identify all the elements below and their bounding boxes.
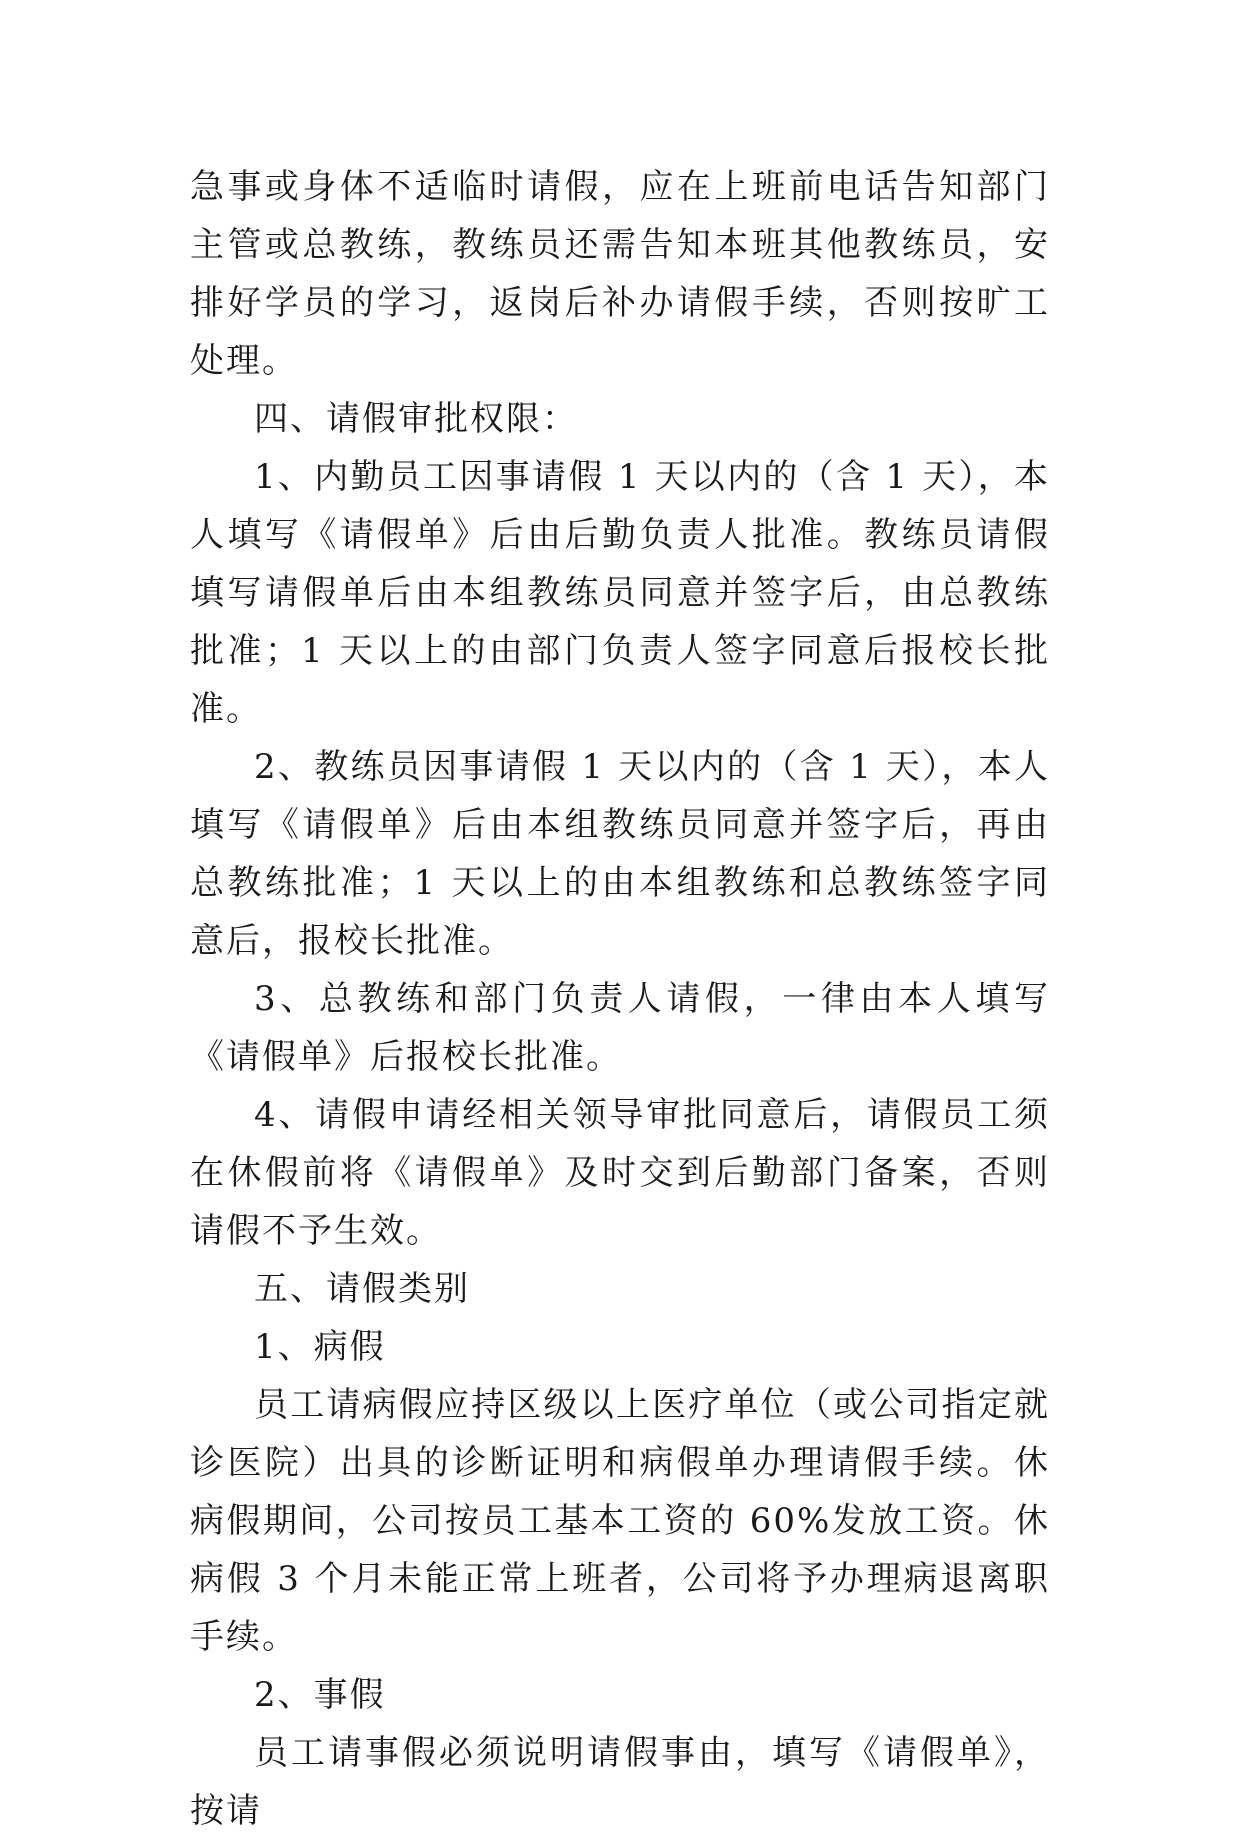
paragraph-1: 急事或身体不适临时请假，应在上班前电话告知部门主管或总教练，教练员还需告知本班其他教练员，安排好学员的学习，返岗后补办请假手续，否则按旷工处理。: [190, 167, 1050, 381]
section-heading-approval-authority: 四、请假审批权限：: [254, 399, 578, 439]
paragraph-personal-leave: 员工请事假必须说明请假事由，填写《请假单》，按请: [190, 1733, 1050, 1831]
paragraph-approval-item-3: 3、总教练和部门负责人请假，一律由本人填写《请假单》后报校长批准。: [190, 979, 1050, 1077]
subheading-personal-leave: 2、事假: [254, 1675, 386, 1715]
paragraph-approval-item-4: 4、请假申请经相关领导审批同意后，请假员工须在休假前将《请假单》及时交到后勤部门备案，否则请假不予生效。: [190, 1095, 1050, 1251]
paragraph-sick-leave: 员工请病假应持区级以上医疗单位（或公司指定就诊医院）出具的诊断证明和病假单办理请假手续。休病假期间，公司按员工基本工资的 60%发放工资。休病假 3 个月未能正常上班者，公司将予办理病退离职手续。: [190, 1385, 1050, 1657]
subheading-sick-leave: 1、病假: [254, 1327, 386, 1367]
document-body: [190, 158, 1050, 1840]
paragraph-approval-item-2: 2、教练员因事请假 1 天以内的（含 1 天），本人填写《请假单》后由本组教练员同意并签字后，再由总教练批准；1 天以上的由本组教练和总教练签字同意后，报校长批准。: [190, 747, 1050, 961]
paragraph-approval-item-1: 1、内勤员工因事请假 1 天以内的（含 1 天），本人填写《请假单》后由后勤负责人批准。教练员请假填写请假单后由本组教练员同意并签字后，由总教练批准；1 天以上的由部门负责人签字同意后报校长批准。: [190, 457, 1050, 729]
section-heading-leave-types: 五、请假类别: [254, 1269, 470, 1309]
